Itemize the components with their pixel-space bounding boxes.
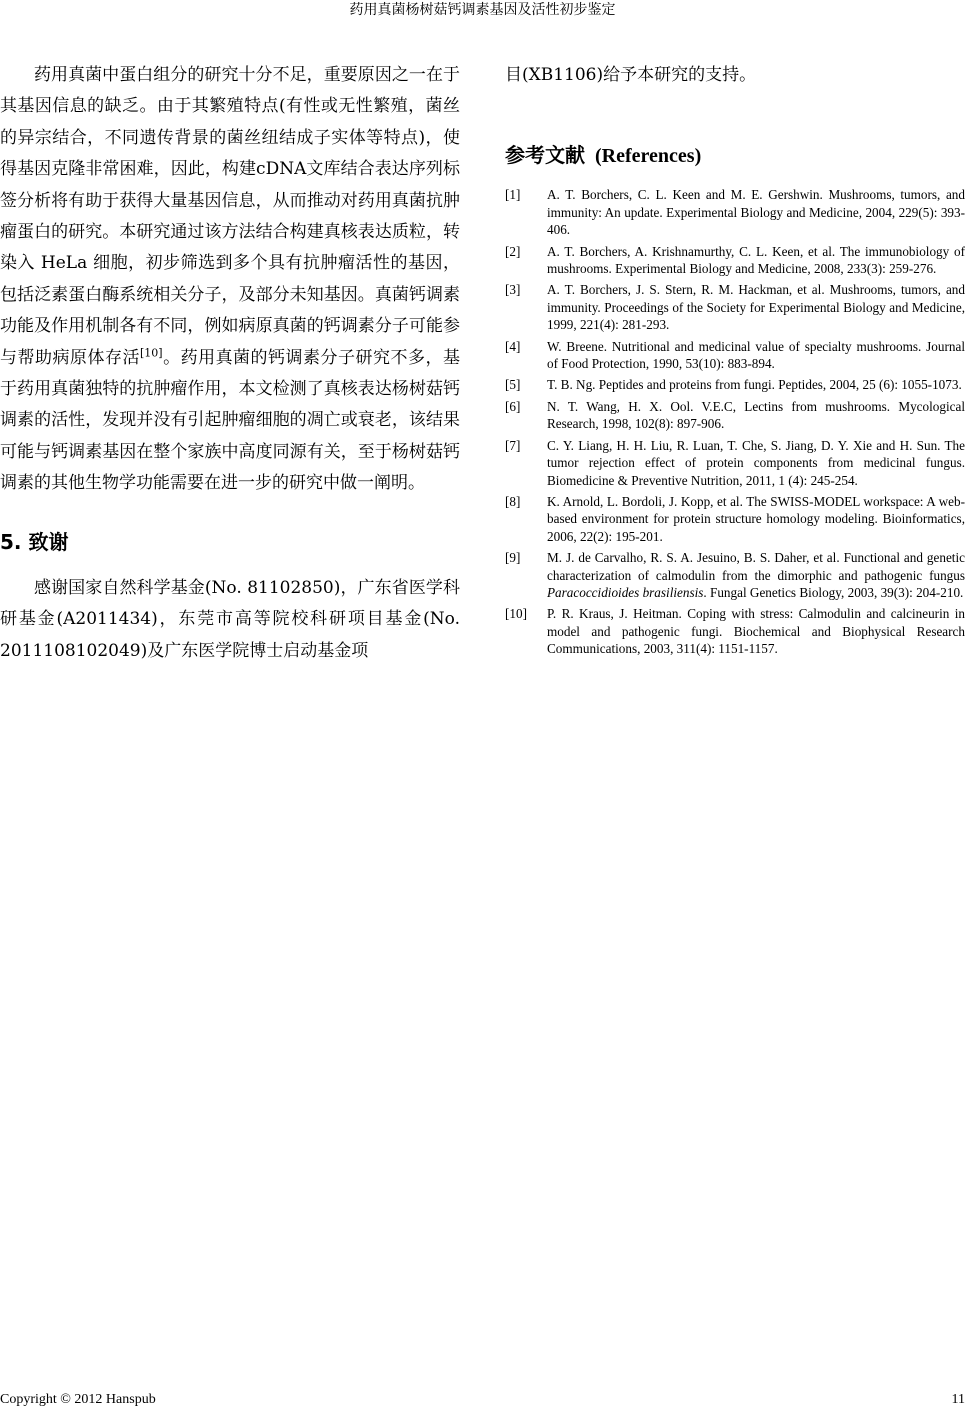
reference-text: N. T. Wang, H. X. Ool. V.E.C, Lectins from mushrooms. Mycological Research, 1998, 102(8): 897-906.: [547, 398, 965, 432]
reference-item: [505, 281, 965, 333]
reference-text: K. Arnold, L. Bordoli, J. Kopp, et al. The SWISS-MODEL workspace: A web-based environment for protein structure homology modeling. Bioinformatics, 2006, 22(2): 195-201.: [547, 493, 965, 544]
citation-link[interactable]: [10]: [139, 346, 163, 359]
reference-item: [505, 605, 965, 657]
reference-item: [505, 437, 965, 489]
reference-item: [505, 398, 965, 433]
reference-item: [505, 376, 965, 393]
reference-item: [505, 243, 965, 278]
reference-text: A. T. Borchers, A. Krishnamurthy, C. L. Keen, et al. The immunobiology of mushrooms. Experimental Biology and Medicine, 2008, 233(3): 259-276.: [547, 243, 965, 277]
discussion-paragraph: [0, 60, 460, 500]
reference-number: [6]: [505, 398, 521, 414]
reference-number: [2]: [505, 243, 521, 259]
reference-item: [505, 338, 965, 373]
reference-number: [8]: [505, 493, 521, 509]
copyright-notice: Copyright © 2012 Hanspub: [0, 1392, 156, 1407]
acknowledgements-continued: 目(XB1106)给予本研究的支持。: [505, 65, 757, 85]
reference-text: A. T. Borchers, C. L. Keen and M. E. Gershwin. Mushrooms, tumors, and immunity: An update. Experimental Biology and Medicine, 2004, 229(5): 393-406.: [547, 187, 965, 238]
reference-item: [505, 549, 965, 601]
reference-number: [3]: [505, 282, 521, 298]
section-title-acknowledgements: 5. 致谢: [0, 529, 69, 554]
reference-number: [9]: [505, 550, 521, 566]
reference-text-part2: . Fungal Genetics Biology, 2003, 39(3): 204-210.: [703, 584, 964, 600]
right-column: [505, 60, 965, 662]
references-heading-cn: 参考文献: [505, 143, 585, 168]
reference-number: [10]: [505, 606, 527, 622]
references-heading: [505, 139, 965, 168]
reference-text: [547, 549, 965, 601]
left-column: [0, 60, 460, 667]
page-footer: [0, 1392, 965, 1412]
reference-number: [5]: [505, 377, 521, 393]
page-number: 11: [951, 1392, 965, 1407]
running-header: 药用真菌杨树菇钙调素基因及活性初步鉴定: [349, 2, 616, 18]
discussion-text-part1: 药用真菌中蛋白组分的研究十分不足，重要原因之一在于其基因信息的缺乏。由于其繁殖特点(有性或无性繁殖，菌丝的异宗结合，不同遗传背景的菌丝纽结成子实体等特点)，使得基因克隆非常困难，因此，构建cDNA文库结合表达序列标签分析将有助于获得大量基因信息，从而推动对药用真菌抗肿瘤蛋白的研究。本研究通过该方法结合构建真核表达质粒，转染入 HeLa 细胞，初步筛选到多个具有抗肿瘤活性的基因，包括泛素蛋白酶系统相关分子，及部分未知基因。真菌钙调素功能及作用机制各有不同，例如病原真菌的钙调素分子可能参与帮助病原体存活: [0, 65, 460, 368]
reference-text: P. R. Kraus, J. Heitman. Coping with stress: Calmodulin and calcineurin in model and pathogenic fungi. Biochemical and Biophysical Research Communications, 2003, 311(4): 1151-1157.: [547, 606, 965, 657]
reference-text: W. Breene. Nutritional and medicinal value of specialty mushrooms. Journal of Food Protection, 1990, 53(10): 883-894.: [547, 338, 965, 372]
species-name: Paracoccidioides brasiliensis: [547, 584, 704, 600]
reference-text: T. B. Ng. Peptides and proteins from fungi. Peptides, 2004, 25 (6): 1055-1073.: [547, 377, 962, 393]
reference-item: [505, 493, 965, 545]
reference-number: [7]: [505, 437, 521, 453]
acknowledgements-paragraph: 感谢国家自然科学基金(No. 81102850)，广东省医学科研基金(A2011434)，东莞市高等院校科研项目基金(No. 2011108102049)及广东医学院博士启动基金项: [0, 577, 460, 661]
discussion-text-part2: 。药用真菌的钙调素分子研究不多，基于药用真菌独特的抗肿瘤作用，本文检测了真核表达杨树菇钙调素的活性，发现并没有引起肿瘤细胞的凋亡或衰老，该结果可能与钙调素基因在整个家族中高度同源有关，至于杨树菇钙调素的其他生物学功能需要在进一步的研究中做一阐明。: [0, 347, 461, 494]
reference-item: [505, 186, 965, 238]
reference-list: [505, 186, 965, 657]
references-heading-en: (References): [595, 145, 702, 168]
reference-text: C. Y. Liang, H. H. Liu, R. Luan, T. Che, S. Jiang, D. Y. Xie and H. Sun. The tumor rejection effect of protein components from medicinal fungus. Biomedicine & Preventive Nutrition, 2011, 1 (4): 245-254.: [547, 437, 965, 488]
reference-text: A. T. Borchers, J. S. Stern, R. M. Hackman, et al. Mushrooms, tumors, and immunity. Proceedings of the Society for Experimental Biology and Medicine, 1999, 221(4): 281-293.: [547, 282, 965, 333]
reference-number: [4]: [505, 338, 521, 354]
reference-number: [1]: [505, 187, 521, 203]
reference-text-part1: M. J. de Carvalho, R. S. A. Jesuino, B. S. Daher, et al. Functional and genetic characterization of calmodulin from the dimorphic and pathogenic fungus: [547, 550, 965, 583]
